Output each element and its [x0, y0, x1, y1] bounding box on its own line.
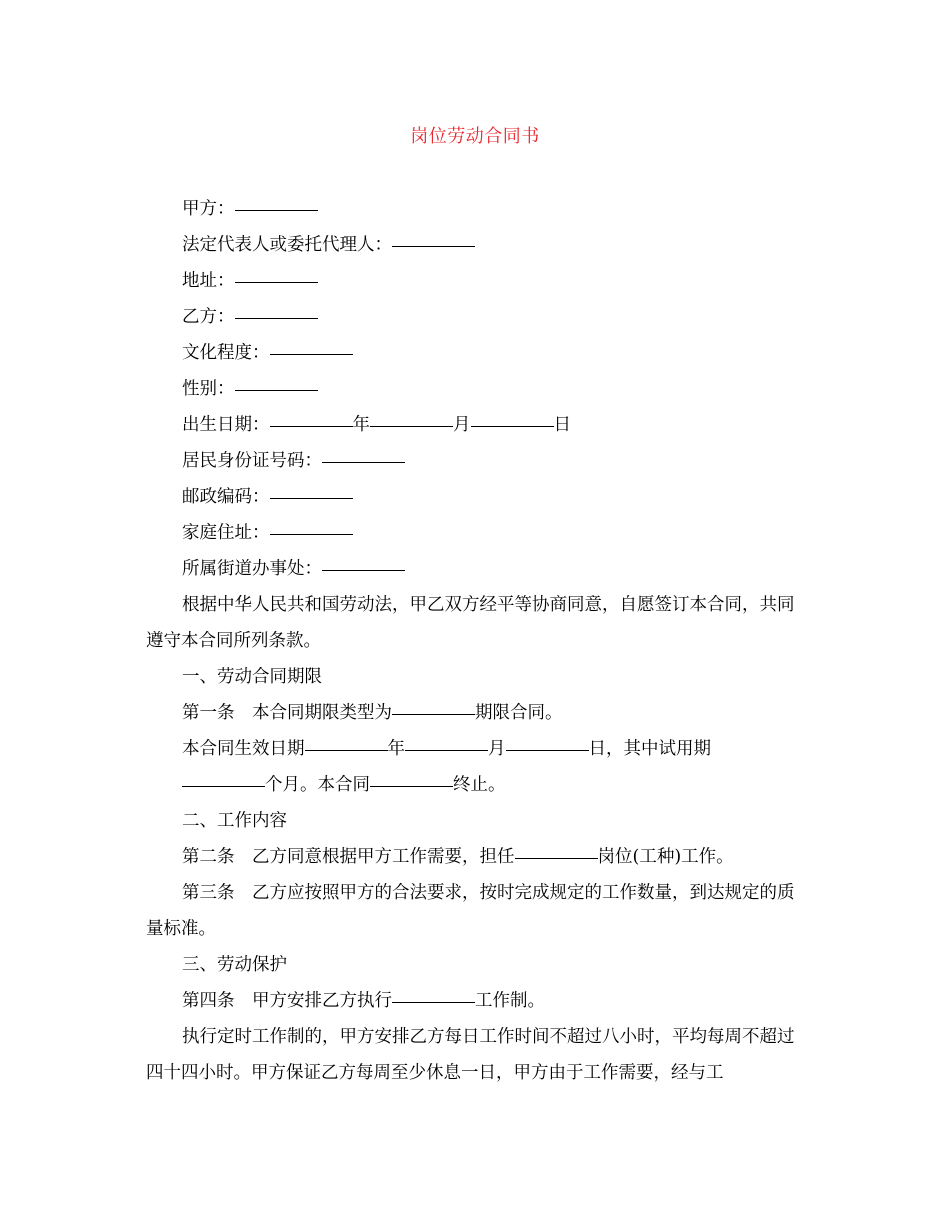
- preamble-paragraph: 根据中华人民共和国劳动法，甲乙双方经平等协商同意，自愿签订本合同，共同遵守本合同所列条款。: [146, 595, 795, 651]
- effective-date-paragraph: [146, 731, 804, 803]
- blank-line: [235, 317, 318, 319]
- document-title: 岗位劳动合同书: [410, 126, 540, 147]
- blank-line: [270, 353, 353, 355]
- article-3: 第三条 乙方应按照甲方的合法要求，按时完成规定的工作数量，到达规定的质量标准。: [146, 883, 795, 939]
- article-text: 工作制。: [475, 991, 545, 1011]
- blank-line: [370, 425, 453, 427]
- blank-line: [471, 425, 554, 427]
- article-text: 年: [387, 739, 405, 759]
- article-text: 第二条 乙方同意根据甲方工作需要，担任: [182, 847, 515, 867]
- section-heading-3: 三、劳动保护: [182, 955, 287, 975]
- section-heading-2: 二、工作内容: [182, 811, 287, 831]
- blank-line: [235, 209, 318, 211]
- blank-line: [182, 785, 265, 787]
- article-2: [146, 839, 804, 875]
- blank-line: [392, 245, 475, 247]
- article-text: 个月。本合同: [265, 775, 370, 795]
- field-party-a: [146, 191, 804, 227]
- article-text: 终止。: [453, 775, 506, 795]
- field-label: 邮政编码：: [182, 487, 270, 507]
- year-label: 年: [352, 415, 370, 435]
- blank-line: [322, 461, 405, 463]
- blank-line: [392, 1001, 475, 1003]
- field-label: 甲方：: [182, 199, 235, 219]
- field-label: 出生日期：: [182, 415, 270, 435]
- day-label: 日: [553, 415, 571, 435]
- document-body: [146, 191, 804, 1091]
- article-4: [146, 983, 804, 1019]
- field-address: [146, 263, 804, 299]
- field-label: 所属街道办事处：: [182, 559, 322, 579]
- blank-line: [235, 281, 318, 283]
- blank-line: [270, 497, 353, 499]
- blank-line: [405, 749, 488, 751]
- field-postal-code: [146, 479, 804, 515]
- blank-line: [392, 713, 475, 715]
- field-label: 居民身份证号码：: [182, 451, 322, 471]
- article-text: 月: [488, 739, 506, 759]
- field-label: 文化程度：: [182, 343, 270, 363]
- article-text: 岗位(工种)工作。: [597, 847, 734, 867]
- article-text: 期限合同。: [475, 703, 563, 723]
- blank-line: [235, 389, 318, 391]
- blank-line: [305, 749, 388, 751]
- article-text: 日，其中试用期: [588, 739, 711, 759]
- field-legal-rep: [146, 227, 804, 263]
- field-street-office: [146, 551, 804, 587]
- field-id-number: [146, 443, 804, 479]
- working-hours-paragraph: 执行定时工作制的，甲方安排乙方每日工作时间不超过八小时，平均每周不超过四十四小时。甲方保证乙方每周至少休息一日，甲方由于工作需要，经与工: [146, 1027, 795, 1083]
- field-gender: [146, 371, 804, 407]
- field-label: 性别：: [182, 379, 235, 399]
- blank-line: [506, 749, 589, 751]
- field-education: [146, 335, 804, 371]
- field-label: 地址：: [182, 271, 235, 291]
- blank-line: [270, 533, 353, 535]
- field-label: 家庭住址：: [182, 523, 270, 543]
- blank-line: [270, 425, 353, 427]
- field-label: 法定代表人或委托代理人：: [182, 235, 392, 255]
- article-text: 第四条 甲方安排乙方执行: [182, 991, 392, 1011]
- article-text: 第一条 本合同期限类型为: [182, 703, 392, 723]
- blank-line: [322, 569, 405, 571]
- field-label: 乙方：: [182, 307, 235, 327]
- blank-line: [370, 785, 453, 787]
- blank-line: [515, 857, 598, 859]
- article-1: [146, 695, 804, 731]
- field-party-b: [146, 299, 804, 335]
- field-home-address: [146, 515, 804, 551]
- month-label: 月: [453, 415, 471, 435]
- article-text: 本合同生效日期: [182, 739, 305, 759]
- section-heading-1: 一、劳动合同期限: [182, 667, 322, 687]
- field-birth-date: [146, 407, 804, 443]
